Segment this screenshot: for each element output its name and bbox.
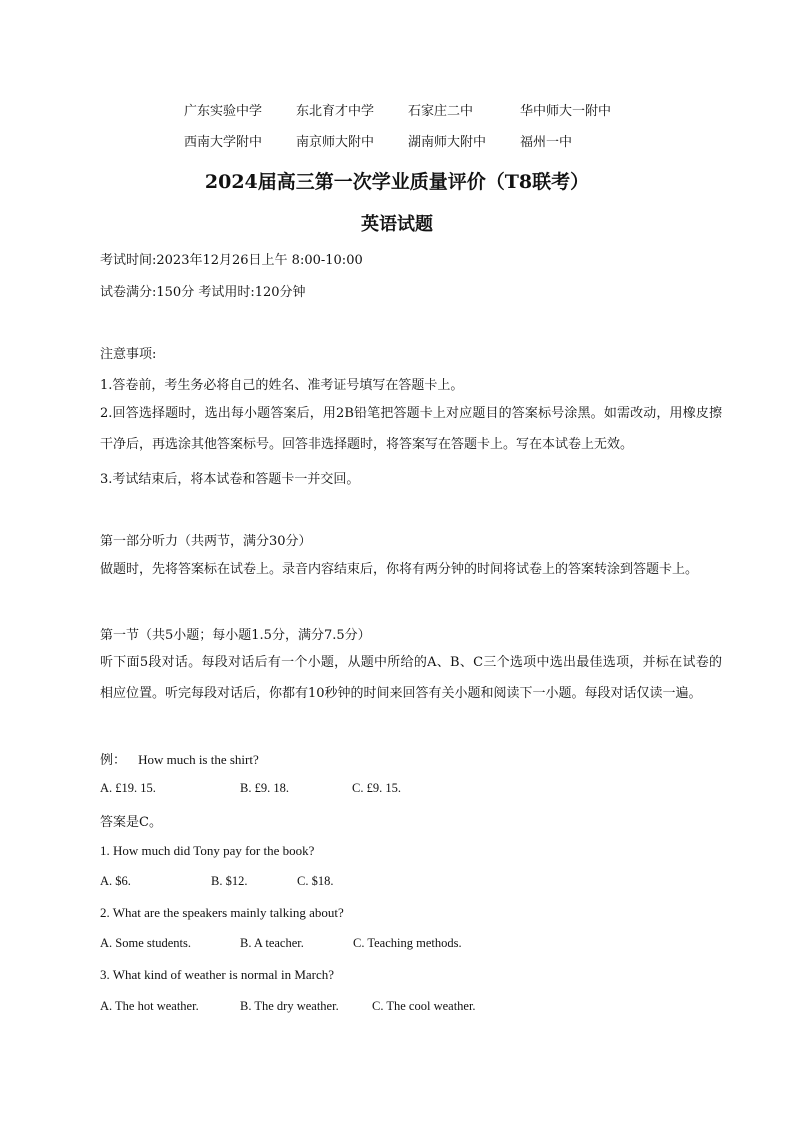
exam-title: 2024届高三第一次学业质量评价（T8联考） [204,171,590,193]
example-question: How much is the shirt? [138,752,259,767]
note-item: 2.回答选择题时，选出每小题答案后，用2B铅笔把答题卡上对应题目的答案标号涂黑。如需改动，用橡皮擦干净后，再选涂其他答案标号。回答非选择题时，将答案写在答题卡上。写在本试卷上无效。 [100,406,722,452]
question-text: 2. What are the speakers mainly talking about? [100,905,344,920]
part1-instruction: 做题时，先将答案标在试卷上。录音内容结束后，你将有两分钟的时间将试卷上的答案转涂到答题卡上。 [100,562,699,577]
school-name: 东北育才中学 [296,104,375,119]
answer-option: A. Some students. [100,936,191,950]
school-name: 华中师大一附中 [520,104,612,119]
school-name: 石家庄二中 [408,104,474,119]
answer-option: A. $6. [100,874,131,888]
answer-option: B. $12. [211,874,248,888]
question-text: 3. What kind of weather is normal in March? [100,967,335,982]
section1-instruction: 听下面5段对话。每段对话后有一个小题，从题中所给的A、B、C三个选项中选出最佳选项，并标在试卷的相应位置。听完每段对话后，你都有10秒钟的时间来回答有关小题和阅读下一小题。每段对话仅读一遍。 [100,655,722,701]
school-name: 湖南师大附中 [408,135,487,150]
answer-option: C. $18. [297,874,334,888]
exam-score: 试卷满分:150分 考试用时:120分钟 [100,285,306,300]
section1-heading: 第一节（共5小题；每小题1.5分，满分7.5分） [100,628,371,643]
example-option: A. £19. 15. [100,781,156,795]
exam-time: 考试时间:2023年12月26日上午 8:00-10:00 [100,253,363,268]
note-item: 1.答卷前，考生务必将自己的姓名、准考证号填写在答题卡上。 [100,378,464,393]
school-name: 福州一中 [520,135,573,150]
school-name: 西南大学附中 [184,135,263,150]
note-item: 3.考试结束后，将本试卷和答题卡一并交回。 [100,472,360,487]
example-answer: 答案是C。 [100,815,162,830]
answer-option: B. The dry weather. [240,999,339,1013]
school-name: 广东实验中学 [184,104,263,119]
answer-option: A. The hot weather. [100,999,199,1013]
example-line [100,749,259,768]
example-label: 例： [100,753,127,768]
answer-option: C. The cool weather. [372,999,476,1013]
part1-heading: 第一部分听力（共两节，满分30分） [100,534,312,549]
exam-subtitle: 英语试题 [361,214,433,235]
answer-option: C. Teaching methods. [353,936,462,950]
question-text: 1. How much did Tony pay for the book? [100,843,315,858]
notes-heading: 注意事项: [100,347,157,362]
example-option: C. £9. 15. [352,781,401,795]
example-option: B. £9. 18. [240,781,289,795]
school-name: 南京师大附中 [296,135,375,150]
answer-option: B. A teacher. [240,936,304,950]
